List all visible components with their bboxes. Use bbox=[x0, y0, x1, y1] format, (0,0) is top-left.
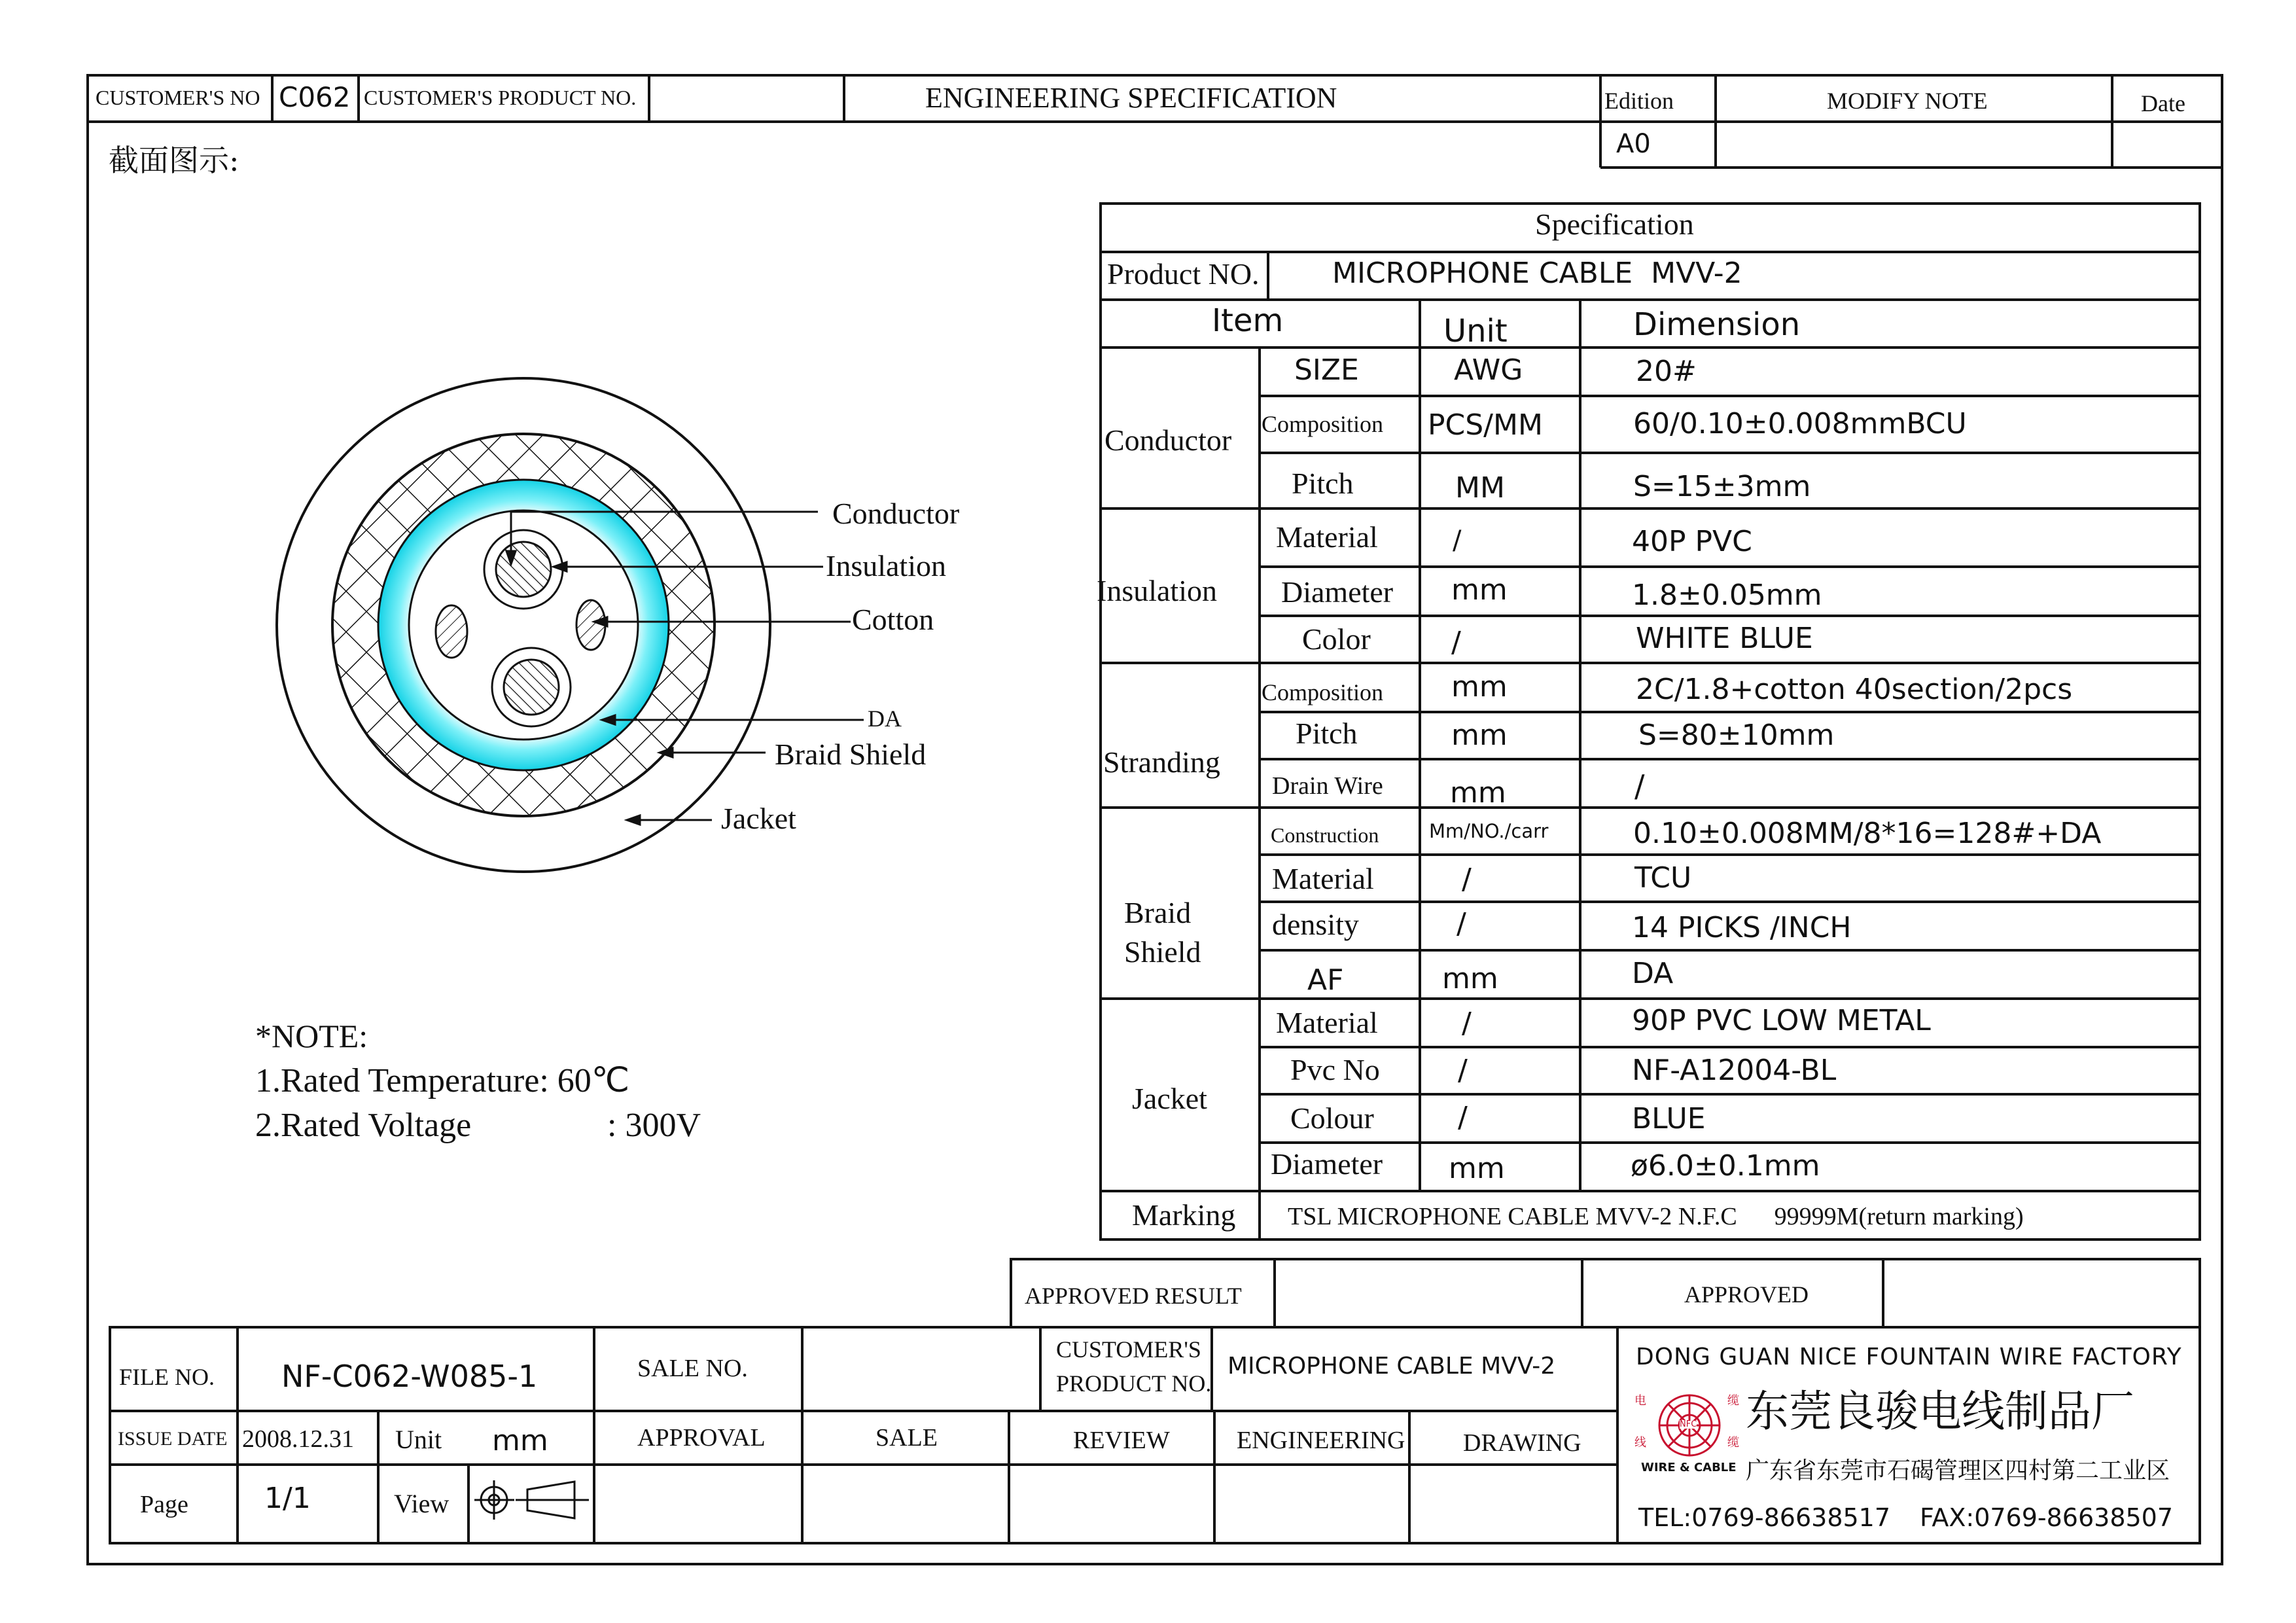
row-unit: mm bbox=[1451, 573, 1508, 607]
label-da: DA bbox=[868, 705, 902, 732]
view-label: View bbox=[394, 1489, 450, 1518]
row-item: Drain Wire bbox=[1272, 772, 1383, 800]
approved-result-label: APPROVED RESULT bbox=[1025, 1283, 1242, 1309]
company-name-en: DONG GUAN NICE FOUNTAIN WIRE FACTORY bbox=[1636, 1344, 2182, 1370]
sale-no-label: SALE NO. bbox=[637, 1355, 748, 1382]
company-address: 广东省东莞市石碣管理区四村第二工业区 bbox=[1746, 1457, 2170, 1484]
row-item: Composition bbox=[1262, 411, 1384, 437]
approved-label: APPROVED bbox=[1684, 1281, 1809, 1308]
customers-product-label-1: CUSTOMER'S bbox=[1056, 1336, 1201, 1363]
spec-title: Specification bbox=[1535, 207, 1694, 241]
logo-caption: WIRE & CABLE bbox=[1641, 1461, 1737, 1474]
label-cotton: Cotton bbox=[852, 603, 934, 636]
spec-product-no-label: Product NO. bbox=[1107, 257, 1260, 291]
issue-date-label: ISSUE DATE bbox=[118, 1428, 228, 1450]
row-item: Diameter bbox=[1271, 1147, 1383, 1181]
col-unit: Unit bbox=[1443, 313, 1508, 349]
engineering-label: ENGINEERING bbox=[1237, 1427, 1405, 1454]
page-label: Page bbox=[140, 1491, 188, 1518]
row-unit: / bbox=[1458, 1101, 1468, 1134]
row-item: Pvc No bbox=[1290, 1053, 1380, 1086]
logo-text-3: 线 bbox=[1634, 1436, 1646, 1450]
row-item: Color bbox=[1302, 622, 1371, 656]
file-no-value: NF-C062-W085-1 bbox=[281, 1359, 538, 1394]
row-item: Composition bbox=[1262, 679, 1384, 705]
group-braid: Braid bbox=[1124, 896, 1192, 929]
customers-product-value: MICROPHONE CABLE MVV-2 bbox=[1227, 1353, 1556, 1380]
row-value: 20# bbox=[1636, 355, 1697, 388]
group-jacket: Jacket bbox=[1132, 1082, 1207, 1115]
review-label: REVIEW bbox=[1073, 1427, 1170, 1454]
row-unit: mm bbox=[1451, 719, 1508, 752]
unit-label: Unit bbox=[395, 1425, 442, 1454]
row-value: S=15±3mm bbox=[1633, 470, 1811, 503]
row-unit: mm bbox=[1450, 776, 1506, 810]
customers-no-value: C062 bbox=[279, 81, 351, 113]
row-unit: / bbox=[1451, 626, 1461, 659]
logo-text-4: 缆 bbox=[1727, 1436, 1739, 1450]
row-item: Material bbox=[1272, 862, 1374, 895]
row-value: WHITE BLUE bbox=[1636, 622, 1813, 655]
date-label: Date bbox=[2141, 90, 2185, 116]
row-unit: MM bbox=[1455, 471, 1505, 505]
marking-value: TSL MICROPHONE CABLE MVV-2 N.F.C 99999M(return marking) bbox=[1288, 1203, 2024, 1230]
row-value: 40P PVC bbox=[1632, 525, 1752, 558]
row-value: / bbox=[1634, 768, 1645, 804]
modify-note-label: MODIFY NOTE bbox=[1827, 88, 1988, 114]
edition-value: A0 bbox=[1616, 129, 1651, 159]
section-label: 截面图示: bbox=[109, 143, 239, 178]
logo-text-1: 电 bbox=[1634, 1394, 1646, 1408]
customers-product-no-label: CUSTOMER'S PRODUCT NO. bbox=[364, 86, 637, 109]
document-title: ENGINEERING SPECIFICATION bbox=[925, 82, 1337, 114]
row-value: TCU bbox=[1634, 861, 1692, 895]
row-value: DA bbox=[1632, 957, 1674, 990]
drawing-label: DRAWING bbox=[1463, 1429, 1581, 1457]
row-unit: mm bbox=[1442, 962, 1498, 995]
row-unit: / bbox=[1457, 907, 1466, 940]
row-unit: / bbox=[1458, 1054, 1468, 1087]
logo-text-2: 缆 bbox=[1727, 1394, 1739, 1408]
file-no-label: FILE NO. bbox=[119, 1364, 215, 1390]
row-unit: mm bbox=[1449, 1152, 1505, 1185]
group-conductor: Conductor bbox=[1104, 423, 1232, 457]
projection-symbol bbox=[474, 1480, 589, 1520]
company-name-cn: 东莞良骏电线制品厂 bbox=[1746, 1386, 2134, 1436]
row-item: Material bbox=[1276, 520, 1378, 554]
sale-label: SALE bbox=[875, 1424, 938, 1452]
row-unit: / bbox=[1462, 863, 1472, 896]
row-item: Pitch bbox=[1292, 467, 1354, 500]
note-title: *NOTE: bbox=[255, 1018, 368, 1054]
row-item: Colour bbox=[1290, 1101, 1374, 1135]
row-value: 2C/1.8+cotton 40section/2pcs bbox=[1636, 673, 2073, 706]
row-value: BLUE bbox=[1632, 1102, 1706, 1135]
logo-center-text: NFC bbox=[1680, 1419, 1697, 1429]
page-value: 1/1 bbox=[264, 1482, 311, 1515]
col-dimension: Dimension bbox=[1633, 306, 1801, 343]
row-value: S=80±10mm bbox=[1638, 719, 1835, 752]
row-item: density bbox=[1272, 908, 1359, 941]
row-item: Material bbox=[1276, 1006, 1378, 1039]
spec-product-no-value: MICROPHONE CABLE MVV-2 bbox=[1332, 257, 1742, 290]
label-conductor: Conductor bbox=[832, 497, 960, 530]
company-fax: FAX:0769-86638507 bbox=[1920, 1503, 2174, 1532]
edition-label: Edition bbox=[1604, 88, 1674, 114]
row-value: 14 PICKS /INCH bbox=[1632, 911, 1852, 944]
unit-value: mm bbox=[492, 1424, 548, 1457]
row-item: Diameter bbox=[1281, 575, 1394, 609]
issue-date-value: 2008.12.31 bbox=[242, 1425, 354, 1453]
customers-product-label-2: PRODUCT NO. bbox=[1056, 1370, 1212, 1397]
row-unit: / bbox=[1453, 526, 1462, 556]
row-unit: AWG bbox=[1454, 353, 1523, 387]
approval-label: APPROVAL bbox=[637, 1424, 766, 1452]
note-temperature: 1.Rated Temperature: 60℃ bbox=[255, 1062, 630, 1099]
row-item: Pitch bbox=[1296, 717, 1358, 750]
customers-no-label: CUSTOMER'S NO bbox=[96, 86, 260, 109]
row-unit: mm bbox=[1451, 670, 1508, 704]
row-item: AF bbox=[1307, 963, 1344, 997]
cable-cross-section bbox=[277, 378, 770, 872]
row-value: ø6.0±0.1mm bbox=[1631, 1149, 1820, 1183]
row-item: SIZE bbox=[1294, 353, 1359, 387]
row-unit: PCS/MM bbox=[1428, 408, 1543, 442]
note-voltage-label: 2.Rated Voltage bbox=[255, 1107, 472, 1144]
marking-label: Marking bbox=[1132, 1198, 1236, 1232]
row-value: 1.8±0.05mm bbox=[1632, 579, 1822, 612]
row-value: 60/0.10±0.008mmBCU bbox=[1633, 407, 1967, 440]
row-value: 0.10±0.008MM/8*16=128#+DA bbox=[1633, 817, 2102, 850]
col-item: Item bbox=[1212, 302, 1284, 339]
row-unit: / bbox=[1462, 1007, 1472, 1040]
row-item: Construction bbox=[1271, 823, 1379, 847]
group-shield: Shield bbox=[1124, 935, 1201, 969]
label-insulation: Insulation bbox=[826, 549, 946, 582]
row-value: NF-A12004-BL bbox=[1632, 1054, 1837, 1087]
company-tel: TEL:0769-86638517 bbox=[1638, 1503, 1891, 1532]
note-voltage-value: : 300V bbox=[607, 1107, 701, 1144]
group-insulation: Insulation bbox=[1097, 574, 1217, 607]
label-braid-shield: Braid Shield bbox=[775, 738, 927, 771]
group-stranding: Stranding bbox=[1103, 745, 1220, 779]
row-value: 90P PVC LOW METAL bbox=[1632, 1004, 1931, 1037]
row-unit: Mm/NO./carr bbox=[1429, 820, 1549, 842]
label-jacket: Jacket bbox=[721, 802, 796, 835]
